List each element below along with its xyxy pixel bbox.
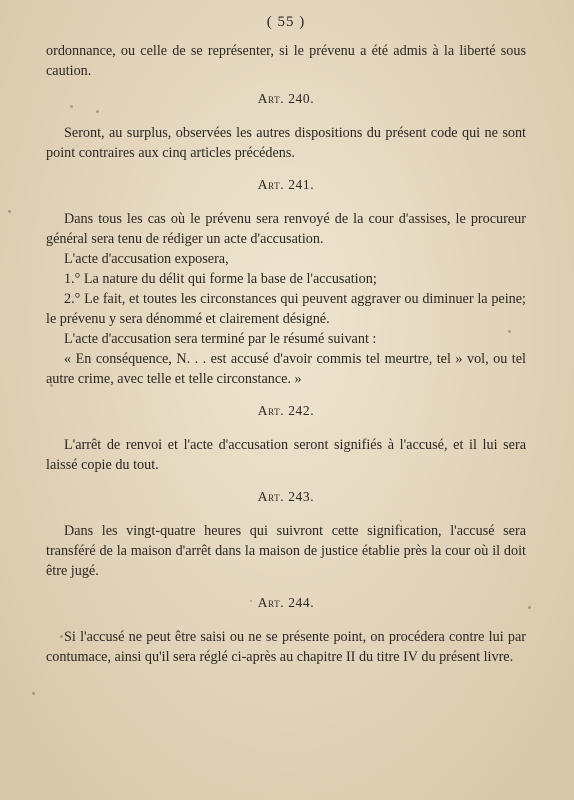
article-241-text: Dans tous les cas où le prévenu sera renvoyé de la cour d'assises, le procureur général sera tenu de rédiger un acte d'accusation. xyxy=(46,211,526,247)
article-243-text: Dans les vingt-quatre heures qui suivront cette signification, l'accusé sera transféré de la maison d'arrêt dans la maison de justice établie près la cour où il doit être jugé. xyxy=(46,523,526,579)
page-content xyxy=(46,14,526,667)
article-244-text: Si l'accusé ne peut être saisi ou ne se présente point, on procédera contre lui par contumace, ainsi qu'il sera réglé ci-après au chapitre II du titre IV du présent livre. xyxy=(46,629,526,665)
ink-spot xyxy=(528,606,531,609)
article-heading-243: Art. 243. xyxy=(257,489,315,504)
article-heading-241: Art. 241. xyxy=(257,177,315,192)
article-241-quote: « En conséquence, N. . . est accusé d'avoir commis tel meurtre, tel » vol, ou tel autre crime, avec telle et telle circonstance. » xyxy=(46,351,526,387)
article-241-text: 1.° La nature du délit qui forme la base de l'accusation; xyxy=(64,271,377,287)
continuation-text: ordonnance, ou celle de se représenter, si le prévenu a été admis à la liberté sous caution. xyxy=(46,43,526,79)
article-242-text: L'arrêt de renvoi et l'acte d'accusation seront signifiés à l'accusé, et il lui sera laissé copie du tout. xyxy=(46,437,526,473)
article-heading-242: Art. 242. xyxy=(257,403,315,418)
article-240-text: Seront, au surplus, observées les autres dispositions du présent code qui ne sont point contraires aux cinq articles précédens. xyxy=(46,125,526,161)
article-241-text: L'acte d'accusation sera terminé par le résumé suivant : xyxy=(64,331,377,347)
ink-spot xyxy=(32,692,35,695)
ink-spot xyxy=(8,210,11,213)
article-241-text: L'acte d'accusation exposera, xyxy=(64,251,229,267)
article-241-text: 2.° Le fait, et toutes les circonstances qui peuvent aggraver ou diminuer la peine; le prévenu y sera dénommé et clairement désigné. xyxy=(46,291,526,327)
page-number: ( 55 ) xyxy=(266,14,306,30)
article-heading-240: Art. 240. xyxy=(257,91,315,106)
article-heading-244: Art. 244. xyxy=(257,595,315,610)
